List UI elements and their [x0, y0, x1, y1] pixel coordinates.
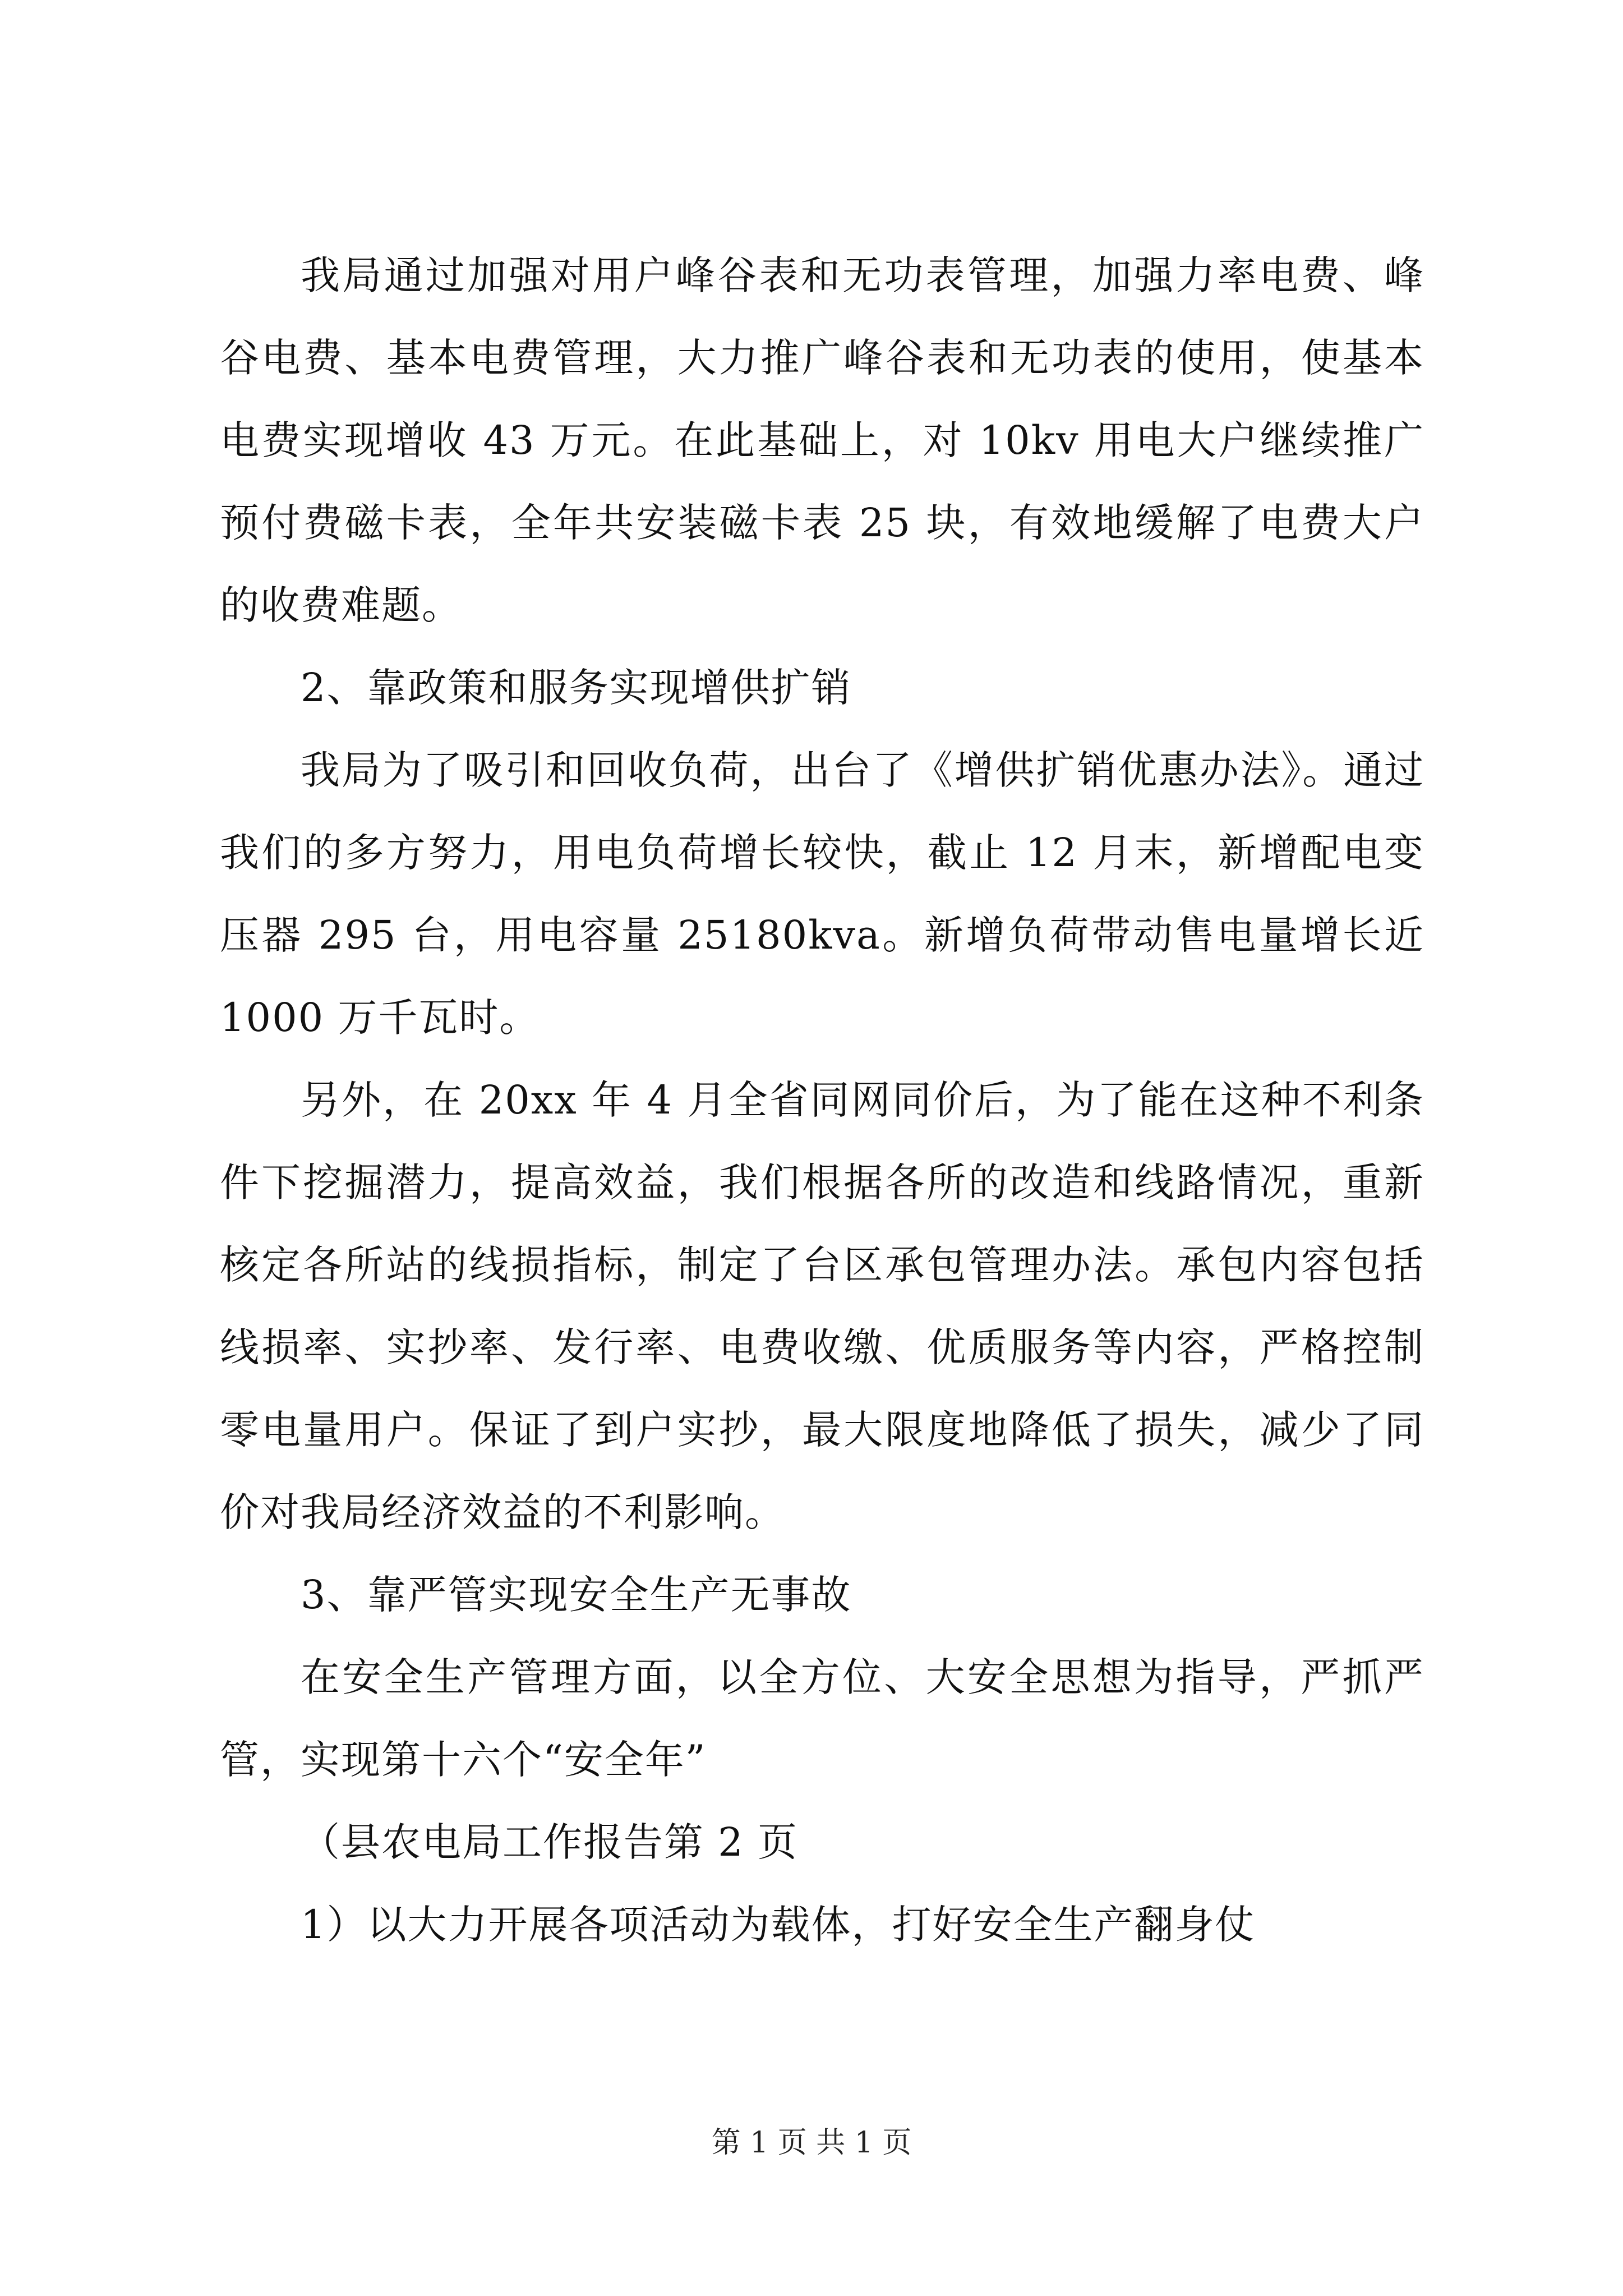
paragraph-meter-management: 我局通过加强对用户峰谷表和无功表管理，加强力率电费、峰谷电费、基本电费管理，大力推广峰谷表和无功表的使用，使基本电费实现增收 43 万元。在此基础上，对 10kv 用电大户继续推广预付费磁卡表，全年共安装磁卡表 25 块，有效地缓解了电费大户的收费难题。	[220, 252, 1424, 628]
paragraph-safety-management: 在安全生产管理方面，以全方位、大安全思想为指导，严抓严管，实现第十六个“安全年”	[220, 1654, 1424, 1783]
paragraph-line-loss-management: 另外，在 20xx 年 4 月全省同网同价后，为了能在这种不利条件下挖掘潜力，提高效益，我们根据各所的改造和线路情况，重新核定各所站的线损指标，制定了台区承包管理办法。承包内容包括线损率、实抄率、发行率、电费收缴、优质服务等内容，严格控制零电量用户。保证了到户实抄，最大限度地降低了损失，减少了同价对我局经济效益的不利影响。	[220, 1077, 1424, 1535]
document-body	[220, 234, 1424, 1966]
heading-safety-production: 3、靠严管实现安全生产无事故	[301, 1572, 852, 1618]
page-footer: 第 1 页 共 1 页	[711, 2126, 912, 2160]
paragraph-load-growth: 我局为了吸引和回收负荷，出台了《增供扩销优惠办法》。通过我们的多方努力，用电负荷增长较快，截止 12 月末，新增配电变压器 295 台，用电容量 25180kva。新增负荷带动售电量增长近 1000 万千瓦时。	[220, 747, 1424, 1041]
heading-policy-service: 2、靠政策和服务实现增供扩销	[301, 665, 852, 711]
report-page-note: （县农电局工作报告第 2 页	[301, 1819, 799, 1865]
list-item-activities: 1）以大力开展各项活动为载体，打好安全生产翻身仗	[301, 1902, 1256, 1948]
